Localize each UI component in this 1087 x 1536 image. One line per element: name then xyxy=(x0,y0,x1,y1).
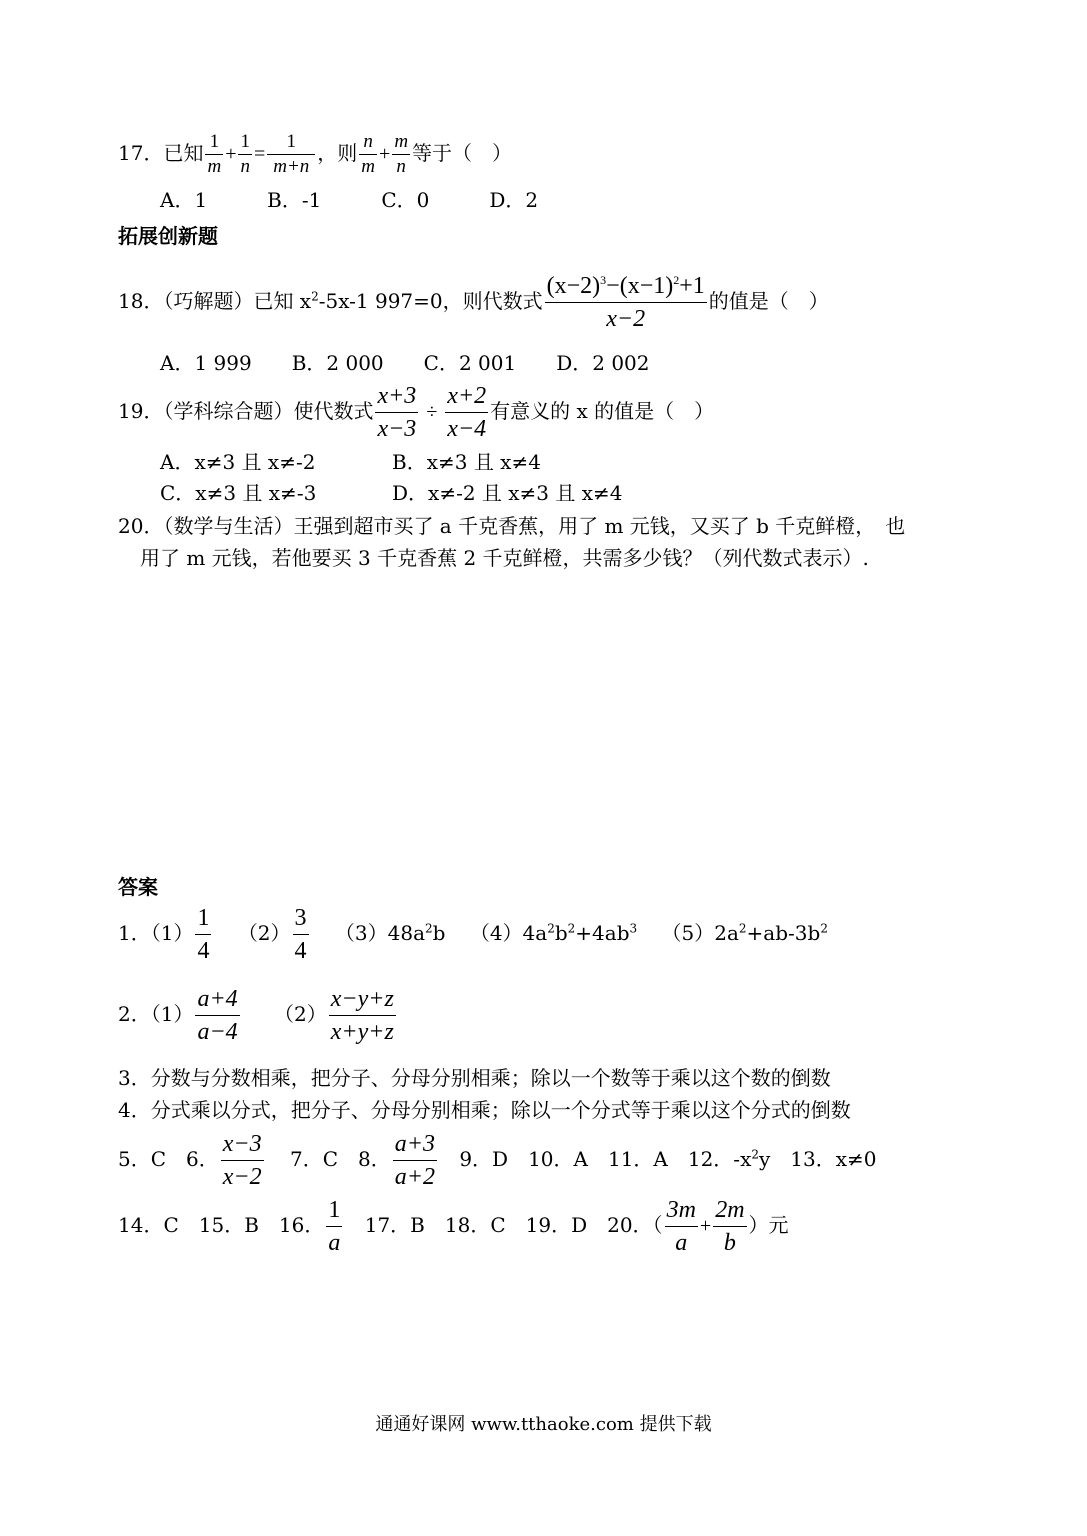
q20-line1: 20．（数学与生活）王强到超市买了 a 千克香蕉，用了 m 元钱，又买了 b 千克鲜橙， 也 xyxy=(118,514,906,538)
fraction: $\frac{a+4}{a-4}$ xyxy=(195,983,239,1048)
fraction: $\frac{x-y+z}{x+y+z}$ xyxy=(329,983,396,1048)
answer-4: 4．分式乘以分式，把分子、分母分别相乘；除以一个分式等于乘以这个分式的倒数 xyxy=(118,1098,851,1122)
fraction: $\frac{1}{n}$ xyxy=(240,131,250,177)
fraction: $\frac{2m}{b}$ xyxy=(713,1194,746,1259)
answer-14: 14．C 15．B 16． $\frac{1}{a}$ 17．B 18．C 19．D 20．（ $\frac{3m}{a}$ + $\frac{2m}{b}$ ）元 xyxy=(118,1194,789,1259)
answer-5: 5．C 6． $\frac{x-3}{x-2}$ 7．C 8． $\frac{a+3}{a+2}$ 9．D 10．A 11．A 12．$-x^2y$ 13．x≠0 xyxy=(118,1128,877,1193)
fraction: $\frac{1}{m}$ xyxy=(207,131,222,177)
section-title: 拓展创新题 xyxy=(118,224,218,248)
q19-option-d: D．x≠-2 且 x≠3 且 x≠4 xyxy=(392,481,623,505)
fraction: $\frac{a+3}{a+2}$ xyxy=(393,1128,437,1193)
answers-title: 答案 xyxy=(118,875,158,899)
q19-option-a: A．x≠3 且 x≠-2 xyxy=(160,450,316,474)
answer-2: 2．（1） $\frac{a+4}{a-4}$ （2） $\frac{x-y+z}{x+y+z}$ xyxy=(118,983,398,1048)
fraction: $\frac{x+3}{x-3}$ xyxy=(375,380,418,445)
fraction: $\frac{3}{4}$ xyxy=(293,902,309,967)
fraction: $\frac{1}{4}$ xyxy=(195,902,211,967)
fraction: $\frac{x+2}{x-4}$ xyxy=(445,380,488,445)
fraction: $\frac{(x-2)^3-(x-1)^2+1}{x-2}$ xyxy=(545,270,707,335)
q20-line2: 用了 m 元钱，若他要买 3 千克香蕉 2 千克鲜橙，共需多少钱？（列代数式表示）. xyxy=(140,546,869,570)
q19-line: 19．（学科综合题）使代数式 $\frac{x+3}{x-3}$ ÷ $\frac{x+2}{x-4}$ 有意义的 x 的值是（ ） xyxy=(118,380,714,445)
fraction: $\frac{x-3}{x-2}$ xyxy=(221,1128,264,1193)
q17-line: 17．已知 $\frac{1}{m}$ + $\frac{1}{n}$ = $\frac{1}{m+n}$ ，则 $\frac{n}{m}$ + $\frac{m}{n}$ 等于（ ） xyxy=(118,131,513,177)
q18-line: 18．（巧解题）已知 $x^2-5x-1$ 997=0，则代数式 $\frac{(x-2)^3-(x-1)^2+1}{x-2}$ 的值是（ ） xyxy=(118,270,829,335)
fraction: $\frac{3m}{a}$ xyxy=(665,1194,698,1259)
q19-option-b: B．x≠3 且 x≠4 xyxy=(392,450,541,474)
q19-option-c: C．x≠3 且 x≠-3 xyxy=(160,481,317,505)
fraction: $\frac{m}{n}$ xyxy=(394,131,409,177)
answer-1: 1．（1） $\frac{1}{4}$ （2） $\frac{3}{4}$ $(3)48a^2b$ $(4)4a^2b^2+4ab^3$ $(5)2a^2+ab-3b^2$ xyxy=(118,902,828,967)
q17-options: A．1 B．-1 C．0 D．2 xyxy=(160,188,539,212)
fraction: $\frac{n}{m}$ xyxy=(361,131,376,177)
answer-3: 3．分数与分数相乘，把分子、分母分别相乘；除以一个数等于乘以这个数的倒数 xyxy=(118,1066,831,1090)
fraction: $\frac{1}{a}$ xyxy=(326,1194,342,1259)
q18-options: A．1 999 B．2 000 C．2 001 D．2 002 xyxy=(160,351,650,375)
footer: 通通好课网 www.tthaoke.com 提供下载 xyxy=(375,1414,712,1435)
fraction: $\frac{1}{m+n}$ xyxy=(267,130,315,179)
